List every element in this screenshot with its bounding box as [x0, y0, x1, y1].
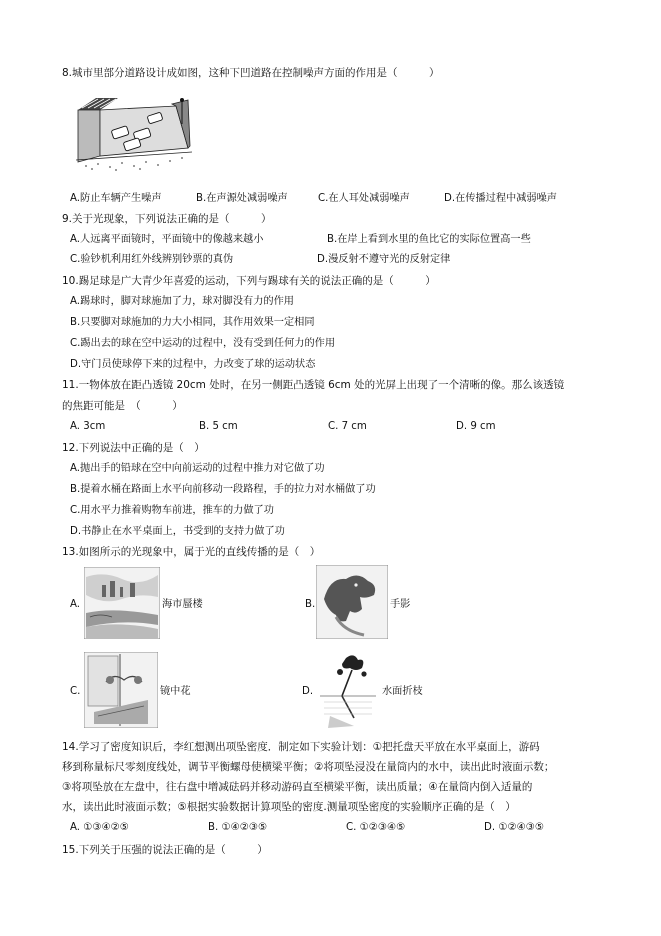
- q11-option-b[interactable]: B. 5 cm: [199, 421, 238, 432]
- q13-option-d-caption: 水面折枝: [382, 686, 423, 697]
- q12-option-c[interactable]: C.用水平力推着购物车前进，推车的力做了功: [70, 505, 274, 516]
- q13-option-d-letter[interactable]: D.: [302, 686, 314, 697]
- q14-option-b[interactable]: B. ①④②③⑤: [208, 822, 268, 833]
- q12-option-d[interactable]: D.书静止在水平桌面上，书受到的支持力做了功: [70, 526, 285, 537]
- q12-option-a[interactable]: A.抛出手的铅球在空中向前运动的过程中推力对它做了功: [70, 463, 325, 474]
- q11-option-d[interactable]: D. 9 cm: [456, 421, 496, 432]
- q14-option-a[interactable]: A. ①③④②⑤: [70, 822, 129, 833]
- q11-option-c[interactable]: C. 7 cm: [328, 421, 367, 432]
- question-12-stem: 12.下列说法中正确的是（ ）: [62, 442, 205, 454]
- question-9-stem: 9.关于光现象，下列说法正确的是（ ）: [62, 213, 272, 225]
- q13-option-b-caption: 手影: [390, 599, 411, 610]
- question-11-stem-line1: 11.一物体放在距凸透镜 20cm 处时，在另一侧距凸透镜 6cm 处的光屏上出现了一个清晰的像。那么该透镜: [62, 379, 565, 391]
- q11-option-a[interactable]: A. 3cm: [70, 421, 106, 432]
- bent-branch-image: [320, 650, 376, 730]
- sunken-road-figure: [76, 96, 192, 172]
- q13-option-a-caption: 海市蜃楼: [162, 599, 203, 610]
- question-8-stem: 8.城市里部分道路设计成如图，这种下凹道路在控制噪声方面的作用是（ ）: [62, 67, 440, 79]
- mirror-flower-image: [84, 652, 158, 728]
- q8-option-b[interactable]: B.在声源处减弱噪声: [196, 193, 288, 204]
- q9-option-a[interactable]: A.人远离平面镜时，平面镜中的像越来越小: [70, 234, 264, 245]
- question-13-stem: 13.如图所示的光现象中，属于光的直线传播的是（ ）: [62, 546, 321, 558]
- question-14-line-4: 水，读出此时液面示数；⑤根据实验数据计算项坠的密度.测量项坠密度的实验顺序正确的是（ ）: [62, 801, 516, 813]
- q8-option-a[interactable]: A.防止车辆产生噪声: [70, 193, 162, 204]
- question-14-line-1: 14.学习了密度知识后，李红想测出项坠密度．制定如下实验计划：①把托盘天平放在水平桌面上，游码: [62, 741, 540, 753]
- q9-option-c[interactable]: C.验钞机利用红外线辨别钞票的真伪: [70, 254, 234, 265]
- q10-option-b[interactable]: B.只要脚对球施加的力大小相同，其作用效果一定相同: [70, 317, 315, 328]
- q9-option-d[interactable]: D.漫反射不遵守光的反射定律: [317, 254, 451, 265]
- q13-option-a-letter[interactable]: A.: [70, 599, 81, 610]
- q8-option-c[interactable]: C.在人耳处减弱噪声: [318, 193, 410, 204]
- q10-option-d[interactable]: D.守门员使球停下来的过程中，力改变了球的运动状态: [70, 359, 316, 370]
- question-11-stem-line2: 的焦距可能是 （ ）: [62, 400, 183, 412]
- q10-option-c[interactable]: C.踢出去的球在空中运动的过程中，没有受到任何力的作用: [70, 338, 336, 349]
- q8-option-d[interactable]: D.在传播过程中减弱噪声: [444, 193, 557, 204]
- question-14-line-2: 移到称量标尺零刻度线处，调节平衡螺母使横梁平衡；②将项坠浸没在量筒内的水中，读出此时液面示数；: [62, 761, 555, 773]
- q9-option-b[interactable]: B.在岸上看到水里的鱼比它的实际位置高一些: [327, 234, 531, 245]
- q13-option-b-letter[interactable]: B.: [305, 599, 316, 610]
- q10-option-a[interactable]: A.踢球时，脚对球施加了力，球对脚没有力的作用: [70, 296, 294, 307]
- mirage-image: [84, 567, 160, 639]
- q14-option-d[interactable]: D. ①②④③⑤: [484, 822, 544, 833]
- question-15-stem: 15.下列关于压强的说法正确的是（ ）: [62, 844, 268, 856]
- q13-option-c-caption: 镜中花: [160, 686, 191, 697]
- question-10-stem: 10.踢足球是广大青少年喜爱的运动，下列与踢球有关的说法正确的是（ ）: [62, 275, 436, 287]
- q13-option-c-letter[interactable]: C.: [70, 686, 81, 697]
- q14-option-c[interactable]: C. ①②③④⑤: [346, 822, 406, 833]
- q12-option-b[interactable]: B.提着水桶在路面上水平向前移动一段路程，手的拉力对水桶做了功: [70, 484, 376, 495]
- question-14-line-3: ③将项坠放在左盘中，往右盘中增减砝码并移动游码直至横梁平衡，读出质量；④在量筒内倒入适量的: [62, 781, 533, 793]
- hand-shadow-image: [316, 565, 388, 639]
